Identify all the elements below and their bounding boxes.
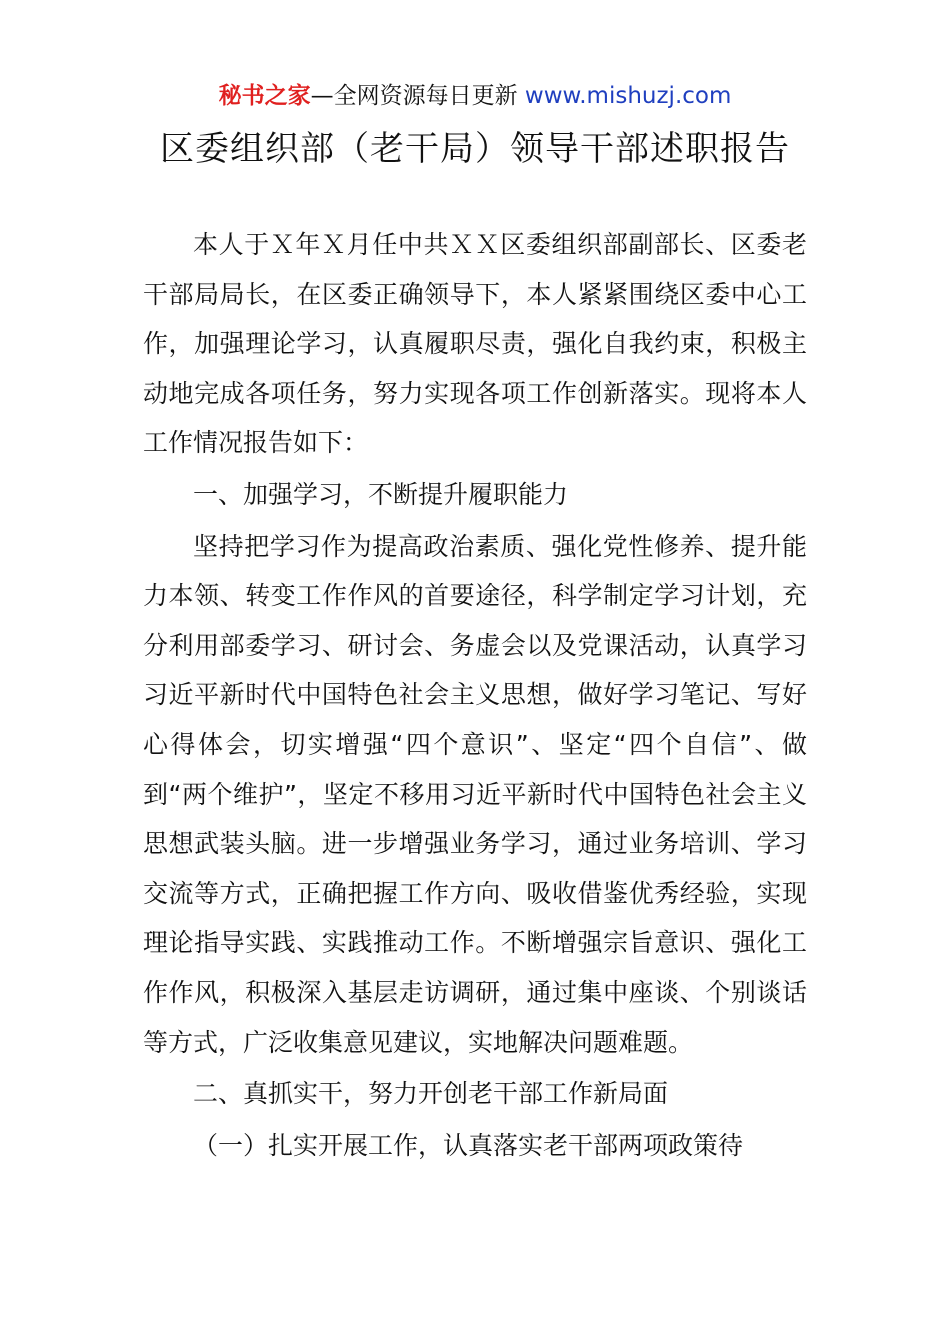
brand-name: 秘书之家 xyxy=(218,83,311,109)
subsection-heading-2-1: （一）扎实开展工作，认真落实老干部两项政策待 xyxy=(193,1130,744,1160)
document-body xyxy=(143,220,807,1170)
section-heading-2: 二、真抓实干，努力开创老干部工作新局面 xyxy=(193,1079,669,1109)
document-title: 区委组织部（老干局）领导干部述职报告 xyxy=(160,129,790,169)
site-url-link[interactable]: www.mishuzj.com xyxy=(524,83,732,109)
intro-paragraph: 本人于Ｘ年Ｘ月任中共ＸＸ区委组织部副部长、区委老干部局局长，在区委正确领导下，本人紧紧围绕区委中心工作，加强理论学习，认真履职尽责，强化自我约束，积极主动地完成各项任务，努力实现各项工作创新落实。现将本人工作情况报告如下： xyxy=(143,230,807,458)
section-1-paragraph: 坚持把学习作为提高政治素质、强化党性修养、提升能力本领、转变工作作风的首要途径，科学制定学习计划，充分利用部委学习、研讨会、务虚会以及党课活动，认真学习习近平新时代中国特色社会主义思想，做好学习笔记、写好心得体会，切实增强“四个意识”、坚定“四个自信”、做到“两个维护”，坚定不移用习近平新时代中国特色社会主义思想武装头脑。进一步增强业务学习，通过业务培训、学习交流等方式，正确把握工作方向、吸收借鉴优秀经验，实现理论指导实践、实践推动工作。不断增强宗旨意识、强化工作作风，积极深入基层走访调研，通过集中座谈、个别谈话等方式，广泛收集意见建议，实地解决问题难题。 xyxy=(143,531,807,1057)
site-header xyxy=(0,80,950,112)
header-tagline: —全网资源每日更新 xyxy=(310,83,525,109)
section-heading-1: 一、加强学习，不断提升履职能力 xyxy=(193,479,569,509)
